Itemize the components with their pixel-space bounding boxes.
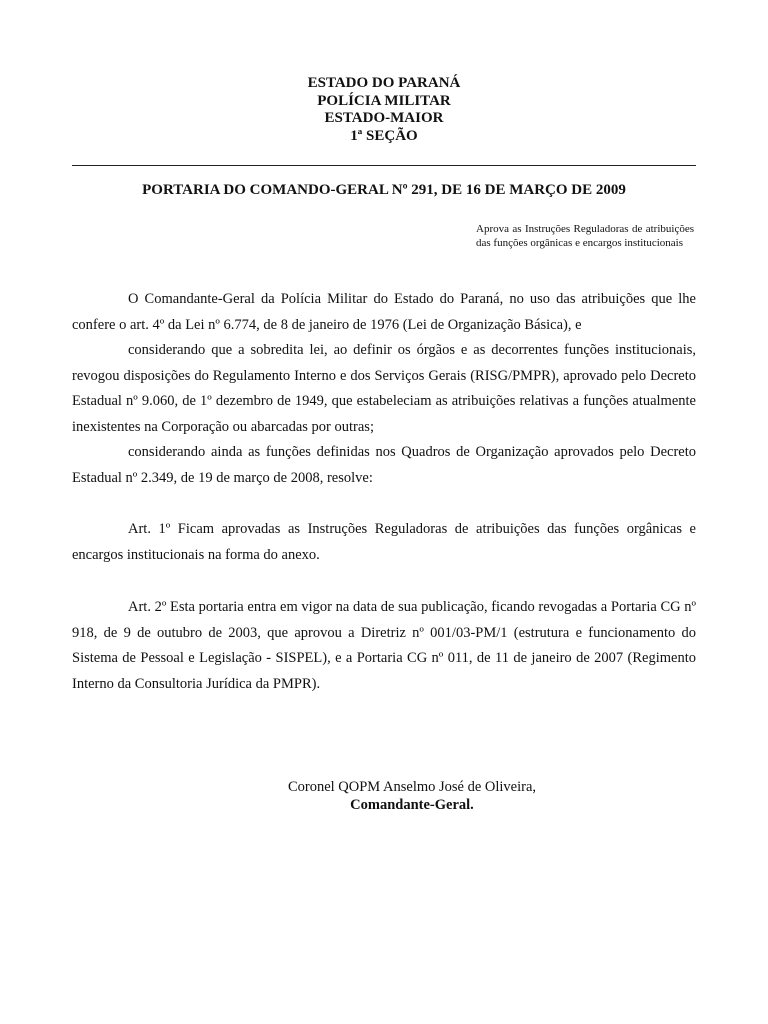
document-ementa: Aprova as Instruções Reguladoras de atribuições das funções orgânicas e encargos institucionais: [476, 223, 694, 249]
signature-role: Comandante-Geral.: [350, 797, 474, 813]
header-divider: [72, 165, 696, 166]
paragraph-article-2: Art. 2º Esta portaria entra em vigor na data de sua publicação, ficando revogadas a Portaria CG nº 918, de 9 de outubro de 2003, que aprovou a Diretriz nº 001/03-PM/1 (estrutura e funcionamento do Sistema de Pessoal e Legislação - SISPEL), e a Portaria CG nº 011, de 11 de janeiro de 2007 (Regimento Interno da Consultoria Jurídica da PMPR).: [72, 599, 696, 692]
document-header: [0, 75, 768, 145]
signature-block: [200, 778, 624, 814]
paragraph-article-1: Art. 1º Ficam aprovadas as Instruções Reguladoras de atribuições das funções orgânicas e encargos institucionais na forma do anexo.: [72, 521, 696, 563]
header-section: 1ª SEÇÃO: [350, 127, 418, 144]
document-title: PORTARIA DO COMANDO-GERAL Nº 291, DE 16 DE MARÇO DE 2009: [142, 182, 626, 198]
header-state: ESTADO DO PARANÁ: [307, 75, 461, 91]
signature-name: Coronel QOPM Anselmo José de Oliveira,: [287, 779, 537, 795]
paragraph-considerando-2: considerando ainda as funções definidas nos Quadros de Organização aprovados pelo Decreto Estadual nº 2.349, de 19 de março de 2008, resolve:: [72, 444, 696, 486]
paragraph-considerando-1: considerando que a sobredita lei, ao definir os órgãos e as decorrentes funções institucionais, revogou disposições do Regulamento Interno e dos Serviços Gerais (RISG/PMPR), aprovado pelo Decreto Estadual nº 9.060, de 1º dezembro de 1949, que estabeleciam as atribuições relativas a funções atualmente inexistentes na Corporação ou abarcadas por outras;: [72, 342, 696, 435]
paragraph-preamble: O Comandante-Geral da Polícia Militar do Estado do Paraná, no uso das atribuições que lhe confere o art. 4º da Lei nº 6.774, de 8 de janeiro de 1976 (Lei de Organização Básica), e: [72, 291, 696, 333]
header-department: ESTADO-MAIOR: [324, 110, 444, 126]
header-institution: POLÍCIA MILITAR: [317, 92, 451, 109]
